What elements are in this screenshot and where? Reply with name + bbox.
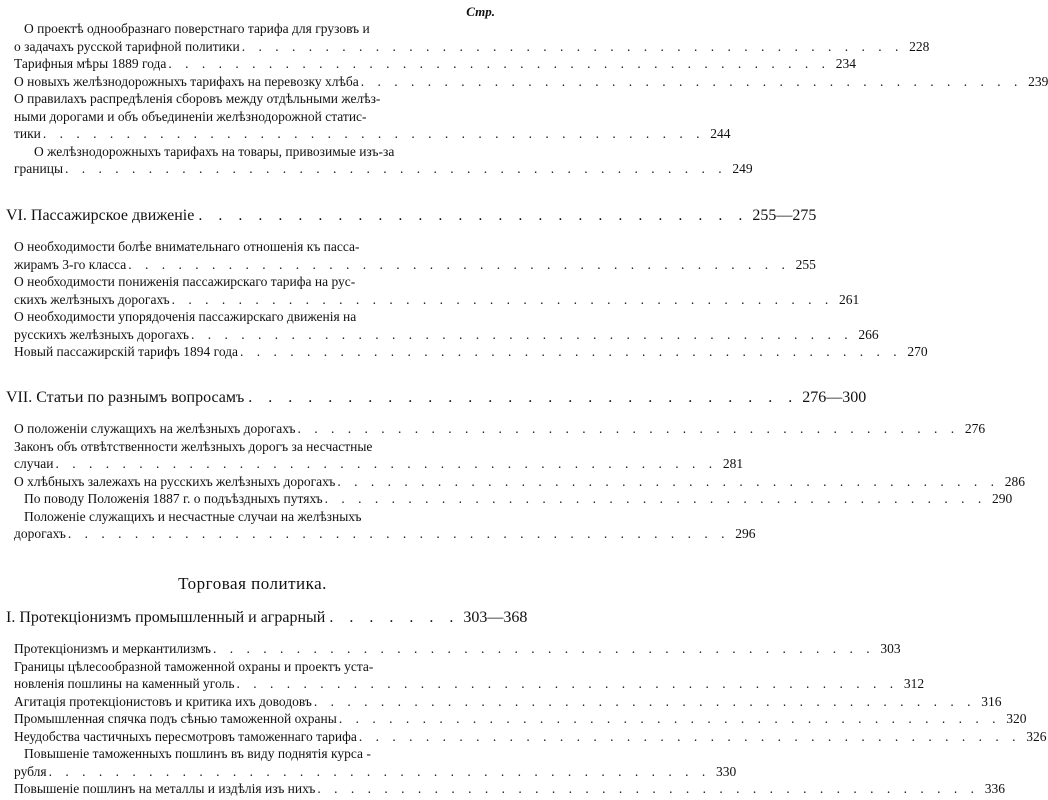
section-pages: 303—368	[463, 609, 528, 626]
leader-dots: . . . . . . . . . . . . . . . . . . . . . . . . . . . . . . . . . . . . . . . .	[171, 291, 834, 307]
section-vii	[0, 388, 1025, 543]
toc-entry[interactable]	[0, 308, 879, 343]
entry-page-number: 316	[981, 693, 1002, 709]
entry-text: ными дорогами и объ объединеніи желѣзнодорожной статис-	[14, 108, 367, 124]
toc-entry[interactable]	[0, 693, 1002, 711]
entry-page-number: 244	[710, 126, 731, 141]
toc-entry[interactable]	[0, 508, 756, 543]
entry-list	[0, 640, 1047, 798]
entry-text: скихъ желѣзныхъ дорогахъ	[14, 291, 170, 307]
section-heading	[0, 388, 867, 408]
leader-dots: . . . . . . . . . . . . . . . . . . . . . . . . . . . . . . . . . . . . . . . .	[42, 126, 705, 141]
entry-list	[0, 238, 928, 361]
leader-dots: . . . . . . . . . . . . . . . . . . . . . . . . . . . . . . . . . . . . . . . .	[190, 326, 853, 342]
leader-dots: . . . . . . . . . . . . . . . . . . . . . . . . . . . . . . . . . . . . . . . .	[48, 763, 711, 779]
leader-dots: . . . . . . . . . . . . . . . . . . . . . . . . . . . . . . . . . . . . . . . .	[241, 38, 904, 54]
leader-dots: . . . . . . . . . . . . . . . . . . . . . . . . . . . . . . . . . . . . . . . .	[338, 711, 1001, 726]
toc-entry[interactable]	[0, 728, 1047, 746]
leader-dots: . . . . . . . . . . . . . . . . . . . . . . . . . . . . . . . . . . . . . . . .	[128, 256, 790, 272]
entry-page-number: 336	[984, 781, 1005, 796]
entry-page-number: 286	[1004, 473, 1025, 489]
entry-text: О положеніи служащихъ на желѣзныхъ дорогахъ	[14, 421, 296, 436]
entry-text: Новый пассажирскій тарифъ 1894 года	[14, 344, 239, 359]
toc-entry[interactable]	[0, 143, 753, 178]
section-title: VI. Пассажирское движеніе	[6, 207, 195, 224]
leader-dots: . . . . . . . . . . . . . . . . . . . . . . . . . . . . . . . . . . . . . . . .	[358, 728, 1021, 744]
entry-text: дорогахъ	[14, 526, 66, 541]
entry-page-number: 296	[735, 526, 756, 541]
entry-list	[0, 20, 1048, 178]
entry-text: О правилахъ распредѣленія сборовъ между отдѣльными желѣз-	[14, 91, 381, 106]
entry-text: Протекціонизмъ и меркантилизмъ	[14, 641, 211, 656]
toc-entry[interactable]	[0, 745, 737, 780]
leader-dots: . . . . . . . . . . . . . . . . . . . . . . . . . . . . . . . . . . . . . . . .	[65, 161, 727, 176]
entry-page-number: 234	[835, 56, 856, 71]
section-vi	[0, 206, 928, 361]
entry-text: Промышленная спячка подъ сѣнью таможенной охраны	[14, 711, 337, 726]
entry-text: рубля	[14, 763, 47, 779]
section-heading	[0, 206, 817, 226]
section-heading	[0, 608, 528, 628]
entry-text: Повышеніе пошлинъ на металлы и издѣлія изъ нихъ	[14, 781, 316, 796]
toc-entry[interactable]	[0, 90, 731, 143]
entry-page-number: 330	[716, 763, 737, 779]
entry-page-number: 326	[1026, 728, 1047, 744]
leader-dots: . . . . . . . . . . . . . . . . . . . . . . . . . . . .	[198, 207, 749, 224]
entry-text: О необходимости упорядоченія пассажирскаго движенія на	[14, 309, 357, 324]
entry-text: тики	[14, 126, 41, 141]
toc-entry[interactable]	[0, 490, 1013, 508]
leader-dots: . . . . . . . . . . . . . . . . . . . . . . . . . . . . . . . . . . . . . . . .	[360, 73, 1023, 89]
entry-text: О необходимости пониженія пассажирскаго тарифа на рус-	[14, 274, 356, 289]
entry-text: жирамъ 3-го класса	[14, 256, 127, 272]
toc-entry[interactable]	[0, 73, 1048, 91]
leader-dots: . . . . . . . . . . . . . . . . . . . . . . . . . . . . . . . . . . . . . . . .	[236, 676, 899, 691]
entry-text: По поводу Положенія 1887 г. о подъѣздныхъ путяхъ	[24, 491, 323, 506]
entry-page-number: 249	[732, 161, 753, 176]
toc-entry[interactable]	[0, 658, 925, 693]
entry-page-number: 261	[839, 291, 860, 307]
entry-text: О хлѣбныхъ залежахъ на русскихъ желѣзныхъ дорогахъ	[14, 473, 336, 489]
section-continued	[0, 20, 1048, 178]
entry-text: О новыхъ желѣзнодорожныхъ тарифахъ на перевозку хлѣба	[14, 73, 359, 89]
leader-dots: . . . . . . . . . . . . . . . . . . . . . . . . . . . . . . . . . . . . . . . .	[297, 421, 960, 436]
leader-dots: . . . . . . . . . . . . . . . . . . . . . . . . . . . . . . . . . . . . . . . .	[324, 491, 987, 506]
toc-entry[interactable]	[0, 473, 1025, 491]
entry-text: О проектѣ однообразнаго поверстнаго тарифа для грузовъ и	[24, 21, 370, 36]
entry-text: О необходимости болѣе внимательнаго отношенія къ пасса-	[14, 239, 360, 254]
toc-entry[interactable]	[0, 20, 930, 55]
entry-text: Агитація протекціонистовъ и критика ихъ доводовъ	[14, 693, 312, 709]
entry-list	[0, 420, 1025, 543]
entry-text: Законъ объ отвѣтственности желѣзныхъ дорогъ за несчастные	[14, 438, 373, 454]
entry-page-number: 303	[880, 641, 901, 656]
leader-dots: . . . . . . . . . . . . . . . . . . . . . . . . . . . . . . . . . . . . . . . .	[67, 526, 730, 541]
section-i	[0, 608, 1047, 798]
section-title: VII. Статьи по разнымъ вопросамъ	[6, 389, 245, 406]
entry-page-number: 255	[795, 256, 816, 272]
leader-dots: . . . . . . . . . . . . . . . . . . . . . . . . . . . . . . . . . . . . . . . .	[168, 56, 830, 71]
entry-page-number: 239	[1028, 73, 1048, 89]
leader-dots: . . . . . . . . . . . . . . . . . . . . . . . . . . . . . . . . . . . . . . . .	[55, 456, 718, 471]
leader-dots: . . . . . . . . . . . . . . . . . . . . . . . . . . . . . . . . . . . . . . . .	[313, 693, 976, 709]
entry-page-number: 276	[964, 421, 986, 436]
entry-text: русскихъ желѣзныхъ дорогахъ	[14, 326, 189, 342]
toc-entry[interactable]	[0, 780, 1005, 798]
toc-entry[interactable]	[0, 710, 1027, 728]
toc-entry[interactable]	[0, 238, 816, 273]
entry-text: О желѣзнодорожныхъ тарифахъ на товары, привозимые изъ-за	[34, 143, 395, 159]
toc-entry[interactable]	[0, 640, 901, 658]
toc-entry[interactable]	[0, 343, 928, 361]
leader-dots: . . . . . . . . . . . . . . . . . . . . . . . . . . . . . . . . . . . . . . . .	[337, 473, 999, 489]
entry-text: о задачахъ русской тарифной политики	[14, 38, 240, 54]
section-pages: 255—275	[752, 207, 817, 224]
section-pages: 276—300	[802, 389, 867, 406]
entry-text: случаи	[14, 456, 54, 471]
entry-text: Границы цѣлесообразной таможенной охраны и проектъ уста-	[14, 658, 374, 674]
leader-dots: . . . . . . . . . . . . . . . . . . . . . . . . . . . .	[248, 389, 799, 406]
entry-page-number: 228	[909, 38, 930, 54]
entry-page-number: 266	[858, 326, 879, 342]
entry-page-number: 270	[907, 344, 928, 359]
entry-text: Неудобства частичныхъ пересмотровъ таможеннаго тарифа	[14, 728, 357, 744]
page-column-label: Стр.	[466, 4, 495, 19]
entry-text: Повышеніе таможенныхъ пошлинъ въ виду поднятія курса -	[24, 746, 371, 761]
leader-dots: . . . . . . . . . . . . . . . . . . . . . . . . . . . . . . . . . . . . . . . .	[240, 344, 902, 359]
entry-page-number: 320	[1006, 711, 1027, 726]
entry-text: границы	[14, 161, 64, 176]
section-title: I. Протекціонизмъ промышленный и аграрный	[6, 609, 326, 626]
toc-entry[interactable]	[0, 55, 856, 73]
entry-page-number: 312	[903, 676, 925, 691]
entry-page-number: 290	[992, 491, 1013, 506]
leader-dots: . . . . . . . . . . . . . . . . . . . . . . . . . . . . . . . . . . . . . . . .	[317, 781, 979, 796]
entry-text: Тарифныя мѣры 1889 года	[14, 56, 167, 71]
toc-entry[interactable]	[0, 273, 860, 308]
leader-dots: . . . . . . .	[329, 609, 460, 626]
entry-text: Положеніе служащихъ и несчастные случаи на желѣзныхъ	[24, 508, 362, 524]
leader-dots: . . . . . . . . . . . . . . . . . . . . . . . . . . . . . . . . . . . . . . . .	[212, 641, 875, 656]
entry-text: новленія пошлины на каменный уголь	[14, 676, 235, 691]
entry-page-number: 281	[722, 456, 744, 471]
part-title: Торговая политика.	[178, 574, 327, 593]
toc-entry[interactable]	[0, 420, 986, 438]
toc-entry[interactable]	[0, 438, 744, 473]
